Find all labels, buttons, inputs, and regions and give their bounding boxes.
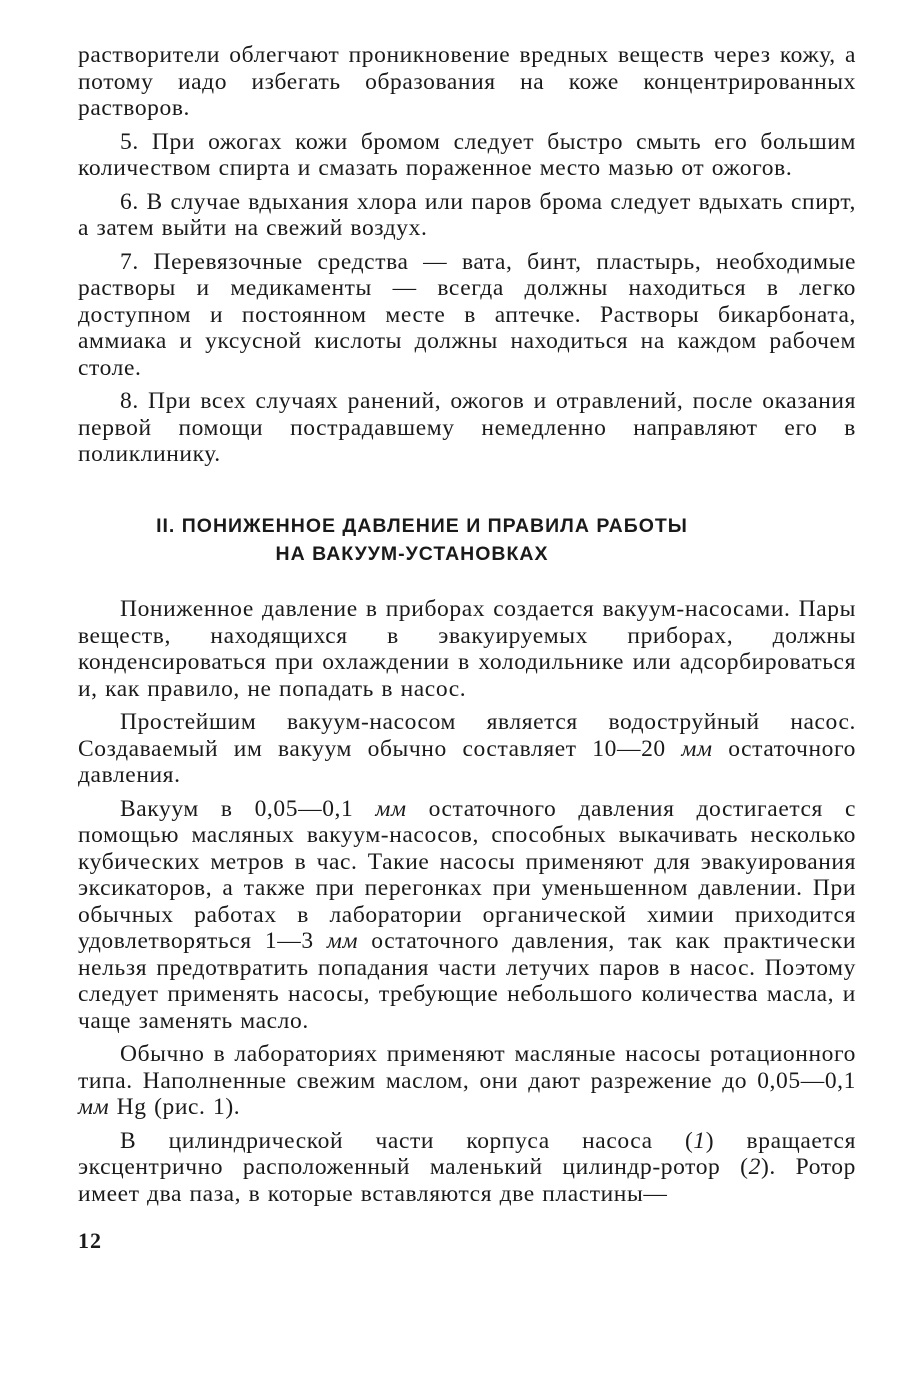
paragraph-rotary-pumps (78, 1041, 856, 1121)
unit-mm: мм (681, 735, 713, 762)
paragraph-pump-construction (78, 1128, 856, 1208)
paragraph-item-7: 7. Перевязочные средства — вата, бинт, пластырь, необходимые растворы и медикаменты — всегда должны находиться в легко доступном и постоянном месте в аптечке. Растворы бикарбоната, аммиака и уксусной кислоты должны находиться на каждом рабочем столе. (78, 248, 856, 381)
figure-ref-1: 1 (693, 1127, 706, 1154)
paragraph-oil-pumps (78, 796, 856, 1035)
text-run: Вакуум в 0,05—0,1 (120, 795, 376, 822)
section-heading-line-1: II. ПОНИЖЕННОЕ ДАВЛЕНИЕ И ПРАВИЛА РАБОТЫ (156, 515, 688, 537)
paragraph-vacuum-intro: Пониженное давление в приборах создается вакуум-насосами. Пары веществ, находящихся в эвакуируемых приборах, должны конденсироваться при охлаждении в холодильнике или адсорбироваться и, как правило, не попадать в насос. (78, 596, 856, 702)
section-heading (78, 512, 856, 568)
unit-mm: мм (326, 928, 359, 954)
paragraph-item-8: 8. При всех случаях ранений, ожогов и отравлений, после оказания первой помощи пострадавшему немедленно направляют его в поликлинику. (78, 388, 856, 467)
body-text-block (78, 596, 856, 1207)
text-run: остаточного давления. (78, 735, 856, 788)
text-run: В цилиндрической части корпуса насоса ( (120, 1127, 694, 1154)
text-run: ). Ротор имеет два паза, в которые вставляются две пластины— (78, 1154, 856, 1207)
text-run: остаточного давления достигается с помощью масляных вакуум-насосов, способных выкачивать несколько кубических метров в час. Такие насосы применяют для эвакуирования эксикаторов, а также при перегонках при уменьшенном давлении. При обычных работах в лаборатории органической химии приходится удовлетворяться 1—3 (78, 795, 856, 954)
paragraph-water-pump (78, 709, 856, 789)
text-run: Обычно в лабораториях применяют масляные насосы ротационного типа. Наполненные свежим маслом, они дают разрежение до 0,05—0,1 (78, 1041, 856, 1094)
text-run: остаточного давления, так как практически нельзя предотвратить попадания части летучих паров в насос. Поэтому следует применять насосы, требующие небольшого количества масла, и чаще заменять масло. (78, 928, 856, 1034)
unit-mm: мм (375, 795, 407, 822)
page-number: 12 (78, 1228, 102, 1253)
figure-ref-2: 2 (748, 1154, 761, 1180)
top-text-block (78, 42, 856, 468)
paragraph-item-6: 6. В случае вдыхания хлора или паров брома следует вдыхать спирт, а затем выйти на свежий воздух. (78, 188, 856, 241)
text-run: Hg (рис. 1). (109, 1094, 241, 1120)
section-heading-line-2: НА ВАКУУМ-УСТАНОВКАХ (275, 543, 549, 565)
text-run: Простейшим вакуум-насосом является водоструйный насос. Создаваемый им вакуум обычно составляет 10—20 (78, 709, 856, 762)
paragraph-item-5: 5. При ожогах кожи бромом следует быстро смыть его большим количеством спирта и смазать пораженное место мазью от ожогов. (78, 128, 856, 181)
unit-mm: мм (78, 1094, 110, 1120)
text-run: ) вращается эксцентрично расположенный маленький цилиндр-ротор ( (78, 1127, 856, 1180)
paragraph-continuation: растворители облегчают проникновение вредных веществ через кожу, а потому иадо избегать образования на коже концентрированных растворов. (78, 42, 856, 121)
